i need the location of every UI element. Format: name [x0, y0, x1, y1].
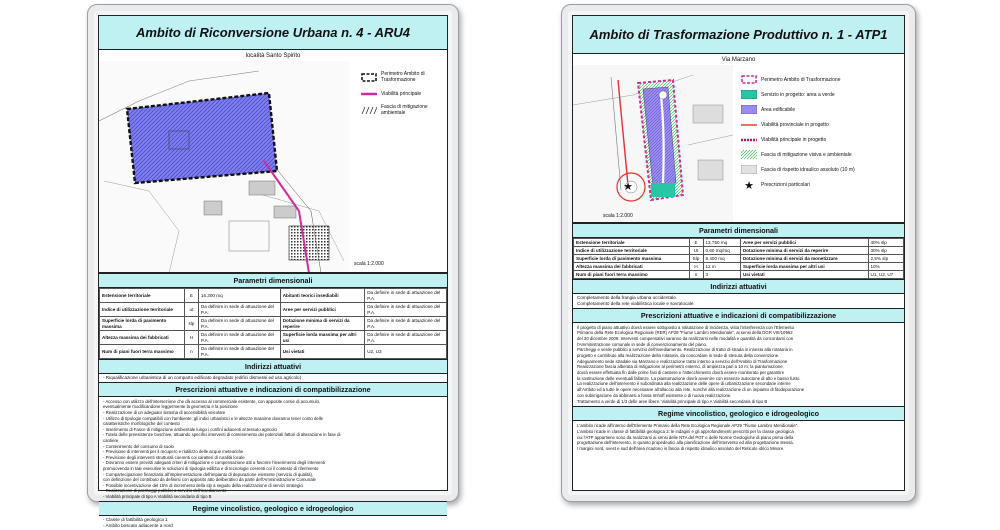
legend-item	[741, 90, 891, 99]
legend-label: Fascia di mitigazione visiva e ambientale	[761, 151, 852, 158]
left-indirizzi: - Riqualificazione urbanistica di un comparto edificato degradato (edifici dismessi ed uso agricolo)	[103, 375, 302, 380]
hydraulic-icon	[741, 165, 757, 174]
left-sheet	[87, 4, 459, 529]
right-sheet	[561, 4, 916, 502]
left-params-title: Parametri dimensionali	[99, 273, 447, 288]
star-icon	[741, 180, 757, 189]
right-map-drawing	[573, 65, 733, 223]
right-title: Ambito di Trasformazione Produttivo n. 1 - ATP1	[589, 27, 888, 42]
perimeter-icon	[361, 73, 377, 82]
table-row: Altezza massima dei fabbricati H 12 m Superficie lorda massima per altri usi 10%	[574, 263, 904, 271]
legend-item	[361, 104, 441, 116]
right-prescrizioni: Il progetto di piano attuativo dovrà essere sottoposto a Valutazione di Incidenza, vista l'interferenza con l'Elemento Primario della Rete Ecologica Regionale (RER) AP29 "Fiume Lambro Meridionale", ai sensi della DGR VIII/10962 del 30 dicembre 2009. Interventi compensativi saranno da realizzarsi nelle modalità e quantità da concordarsi con l'Amministrazione comunale in sede di convenzionamento del piano. Parcheggi e verde pubblici a servizio dell'insediamento. Realizzazione di tratto di strada in innesto alla rotatoria in progetto e contributo alla realizzazione della rotatoria, da concordare in sede di stesura della convenzione. Adeguamento sede stradale via Marzano e realizzazione tratto interno a servizio dell'Ambito di Trasformazione Realizzazione fascia alberata di mitigazione al perimetro esterno, di ampiezza pari a 10 m; la piantumazione dovrà essere effettuata fin dalle prime fasi di cantiere e l'attecchimento dovrà essere monitorato per garantire la sostituzione delle eventuali fallanze. La piantumazione dovrà avvenire con essenze autoctone di alto e basso fusto. La realizzazione dell'intervento è subordinata alla realizzazione delle opere di urbanizzazione secondarie interne all'Ambito ed a tutte le opere necessarie all'allaccio alla rete, nonché alla realizzazione di un impianto di fitodepurazione con subirrigazione da abbinarsi a fossa Imhoff esistente o di nuova realizzazione. Trattamento a verde di 1/3 delle aree libere. Viabilità principale di tipo A Viabilità secondaria di tipo B	[577, 324, 805, 404]
left-params-table	[99, 288, 447, 359]
left-map-drawing	[99, 61, 349, 273]
legend-label: Perimetro Ambito di Trasformazione	[761, 76, 841, 83]
road-icon	[361, 89, 377, 98]
right-prescrizioni-title: Prescrizioni attuative e indicazioni di compatibilizzazione	[573, 308, 904, 323]
left-sheet-inner	[98, 15, 448, 529]
left-indirizzi-title: Indirizzi attuativi	[99, 359, 447, 374]
table-row: Superficie lorda di pavimento massima slp Da definire in sede di attuazione del P.A. Dotazione minima di servizi da reperire Da definire in sede di attuazione del P.A.	[100, 317, 447, 331]
legend-label: Servizio in progetto: area a verde	[761, 91, 835, 98]
legend-item	[741, 150, 891, 159]
left-prescrizioni-title: Prescrizioni attuative e indicazioni di compatibilizzazione	[99, 382, 447, 397]
left-prescrizioni: - Accesso con utilizzo dell'intersezione che dà accesso al commerciale esistente, con apposite corsie di accumulo, eventualmente modificandone leggermente la geometria e la posizione - Realizzazione di un adeguato sistema di accessibilità veicolare - Utilizzo di tipologie compatibili con l'ambiente; gli indici urbanistici e le altezze massime dovranno tener conto delle caratteristiche morfologiche del contesto - Inserimento di Fasce di mitigazione ambientale lungo i confini adiacenti al tessuto agricolo - Tutela delle preesistenze boschive, attuando specifici interventi di contenimento dei potenziali fattori di alterazione in fase di cantiere - Contenimento del consumo di suolo - Previsione di interventi per il recupero e riutilizzo delle acque meteoriche - Previsione degli interventi strutturali coerenti coi caratteri di ruralità locale - Dovranno essere previsti adeguati criteri di mitigazione e compensazione atti a favorire l'inserimento degli interventi promuovendo in tale esecutive le soluzioni di tipologia edilizia e di tecnologie coerenti coi il contesto di riferimento - Compartecipazione finanziaria all'implementazione dell'impianto di depurazione esistente (servizio di qualità), con definizione del contributo da definirsi con apposito atto deliberativo da parte dell'Amministrazione Comunale - Possibile incentivazione del 15% di incremento della slp a seguito della realizzazione di servizi strategici - Realizzazione di parcheggi pubblici a servizio dell'insediamento - Viabilità principale di tipo A Viabilità secondaria di tipo B	[103, 398, 341, 499]
provincial-road-icon	[741, 120, 757, 129]
left-map	[99, 61, 447, 273]
right-regime: L'ambito ricade all'interno dell'Elemento Primario della Rete Ecologica Regionale AP29 "Fiume Lambro Meridionale". L'ambito ricade in classe di fattibilità geologica 2: le indagini e gli approfondimenti prescritti per la classe geologica cui l'ATP appartiene sono da realizzarsi ai sensi delle NTA del PGT e delle Norme Geologiche di piano prima della progettazione dell'intervento, in quanto propedeutici alla pianificazione dell'intervento ed alla progettazione stessa. I margini nord, ovest e sud dell'area ricadono in fascia di rispetto idraulico assoluto del Reticolo idrico Minore.	[577, 423, 799, 451]
svg-text:★: ★	[744, 180, 754, 189]
legend-label: Fascia di mitigazione ambientale	[381, 104, 428, 116]
green-area-icon	[741, 90, 757, 99]
left-locality: località Santo Spirito	[245, 53, 301, 59]
right-legend	[741, 75, 891, 195]
legend-label: Fascia di rispetto idraulico assoluto (10 m)	[761, 166, 855, 173]
mitigation-icon	[741, 150, 757, 159]
mitigation-icon	[361, 106, 377, 115]
table-row: Num di piani fuori terra massimo n 3 Usi vietati U1, U2, U7	[574, 271, 904, 279]
main-road-icon	[741, 135, 757, 144]
table-row: Num di piani fuori terra massimo n Da definire in sede di attuazione del P.A. Usi vietati U2, U3	[100, 345, 447, 359]
table-row: Estensione territoriale E 13.750 mq Aree per servizi pubblici 40% slp	[574, 239, 904, 247]
legend-label: Prescrizioni particolari	[761, 181, 810, 188]
perimeter-icon	[741, 75, 757, 84]
table-row: Altezza massima dei fabbricati H Da definire in sede di attuazione del P.A. Superficie lorda massima per altri usi Da definire in sede di attuazione del P.A.	[100, 331, 447, 345]
buildable-area-icon	[741, 105, 757, 114]
left-title-box	[99, 16, 447, 50]
left-regime: - Classe di fattibilità geologica 1 - Ambito boscato adiacente a nord	[103, 517, 173, 529]
right-scale: scala 1:2.000	[603, 213, 633, 219]
left-regime-title: Regime vincolistico, geologico e idrogeologico	[99, 501, 447, 516]
left-legend	[361, 71, 441, 122]
left-title: Ambito di Riconversione Urbana n. 4 - ARU4	[135, 25, 410, 40]
right-map	[573, 65, 904, 223]
left-scale: scala 1:2.000	[354, 261, 384, 267]
legend-label: Viabilità principale	[381, 90, 422, 97]
legend-item	[741, 165, 891, 174]
table-row: Indice di utilizzazione territoriale Ut 0,60 mq/mq Dotazione minima di servizi da reperire 30% slp	[574, 247, 904, 255]
legend-item	[741, 75, 891, 84]
legend-item	[741, 105, 891, 114]
legend-label: Viabilità principale in progetto	[761, 136, 827, 143]
legend-label: Viabilità provinciale in progetto	[761, 121, 829, 128]
right-indirizzi: Completamento della frangia urbana occidentale. Completamento della rete viabilistica locale e sovralocale.	[577, 295, 695, 306]
right-regime-title: Regime vincolistico, geologico e idrogeologico	[573, 406, 904, 421]
legend-item	[741, 135, 891, 144]
svg-text:★: ★	[623, 180, 633, 193]
right-params-table	[573, 238, 904, 279]
right-title-box	[573, 16, 904, 54]
table-row: Indice di utilizzazione territoriale ut Da definire in sede di attuazione del P.A. Aree per servizi pubblici Da definire in sede di attuazione del P.A.	[100, 303, 447, 317]
legend-label: Perimetro Ambito di Trasformazione	[381, 71, 425, 83]
right-indirizzi-title: Indirizzi attuativi	[573, 279, 904, 294]
legend-item	[741, 180, 891, 189]
legend-item	[361, 89, 441, 98]
legend-item	[361, 71, 441, 83]
legend-item	[741, 120, 891, 129]
right-params-title: Parametri dimensionali	[573, 223, 904, 238]
table-row: Estensione territoriale E 16.300 mq Abitanti teorici insediabili Da definire in sede di attuazione del P.A.	[100, 289, 447, 303]
right-locality: Via Marzano	[721, 57, 756, 63]
table-row: Superficie lorda di pavimento massima Slp 8.400 mq Dotazione minima di servizi da monetizzare 2,5% slp	[574, 255, 904, 263]
right-sheet-inner	[572, 15, 905, 491]
legend-label: Area edificabile	[761, 106, 796, 113]
